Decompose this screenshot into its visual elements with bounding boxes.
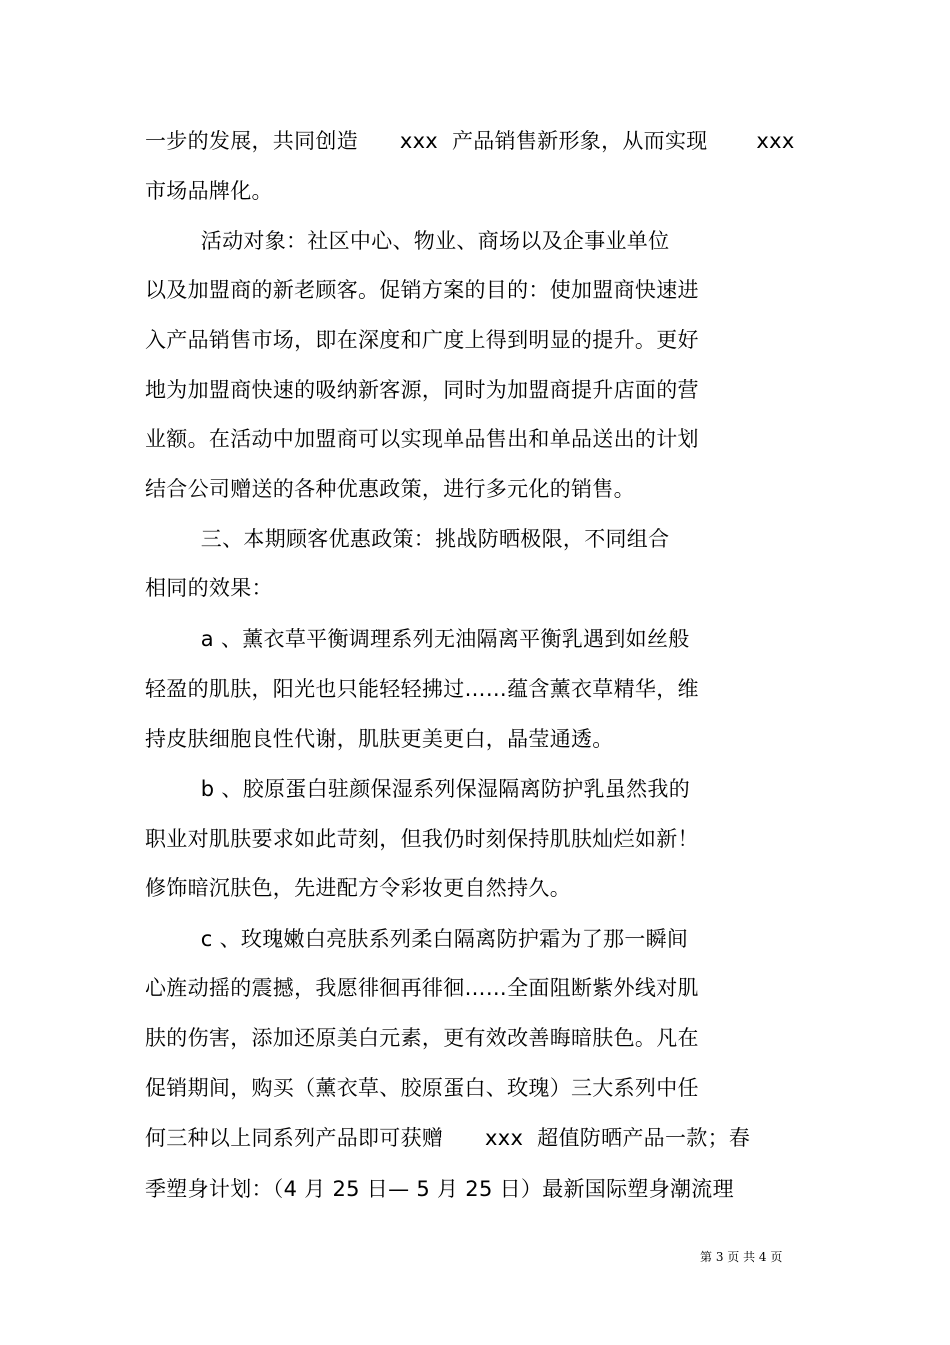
body-line: 促销期间，购买（薰衣草、胶原蛋白、玫瑰）三大系列中任 (145, 1076, 699, 1100)
body-line: 何三种以上同系列产品即可获赠 xxx 超值防晒产品一款；春 (145, 1126, 751, 1150)
body-line: 结合公司赠送的各种优惠政策，进行多元化的销售。 (145, 477, 635, 501)
body-line: 活动对象：社区中心、物业、商场以及企事业单位 (145, 229, 670, 253)
body-line: 肤的伤害，添加还原美白元素，更有效改善晦暗肤色。凡在 (145, 1026, 699, 1050)
body-line: 职业对肌肤要求如此苛刻，但我仍时刻保持肌肤灿烂如新！ (145, 827, 699, 851)
body-line: 心旌动摇的震撼，我愿徘徊再徘徊……全面阻断紫外线对肌 (145, 976, 699, 1000)
section-heading: 三、本期顾客优惠政策：挑战防晒极限，不同组合 (145, 527, 670, 551)
body-line: b 、胶原蛋白驻颜保湿系列保湿隔离防护乳虽然我的 (145, 777, 691, 801)
body-line: 一步的发展，共同创造 xxx 产品销售新形象，从而实现 xxx (145, 129, 795, 153)
page-number-footer: 第 3 页 共 4 页 (700, 1250, 783, 1264)
body-line: 以及加盟商的新老顾客。促销方案的目的：使加盟商快速进 (145, 278, 699, 302)
body-line: 轻盈的肌肤，阳光也只能轻轻拂过……蕴含薰衣草精华，维 (145, 677, 699, 701)
body-line: 市场品牌化。 (145, 179, 273, 203)
body-line: 业额。在活动中加盟商可以实现单品售出和单品送出的计划 (145, 427, 699, 451)
body-line: 持皮肤细胞良性代谢，肌肤更美更白，晶莹通透。 (145, 727, 614, 751)
body-line: 相同的效果： (145, 576, 273, 600)
body-line: 入产品销售市场，即在深度和广度上得到明显的提升。更好 (145, 328, 699, 352)
body-line: 地为加盟商快速的吸纳新客源，同时为加盟商提升店面的营 (145, 378, 699, 402)
body-line: c 、玫瑰嫩白亮肤系列柔白隔离防护霜为了那一瞬间 (145, 927, 689, 951)
body-line: 修饰暗沉肤色，先进配方令彩妆更自然持久。 (145, 876, 571, 900)
body-line: 季塑身计划：（4 月 25 日— 5 月 25 日）最新国际塑身潮流理 (145, 1177, 734, 1201)
body-line: a 、薰衣草平衡调理系列无油隔离平衡乳遇到如丝般 (145, 627, 690, 651)
